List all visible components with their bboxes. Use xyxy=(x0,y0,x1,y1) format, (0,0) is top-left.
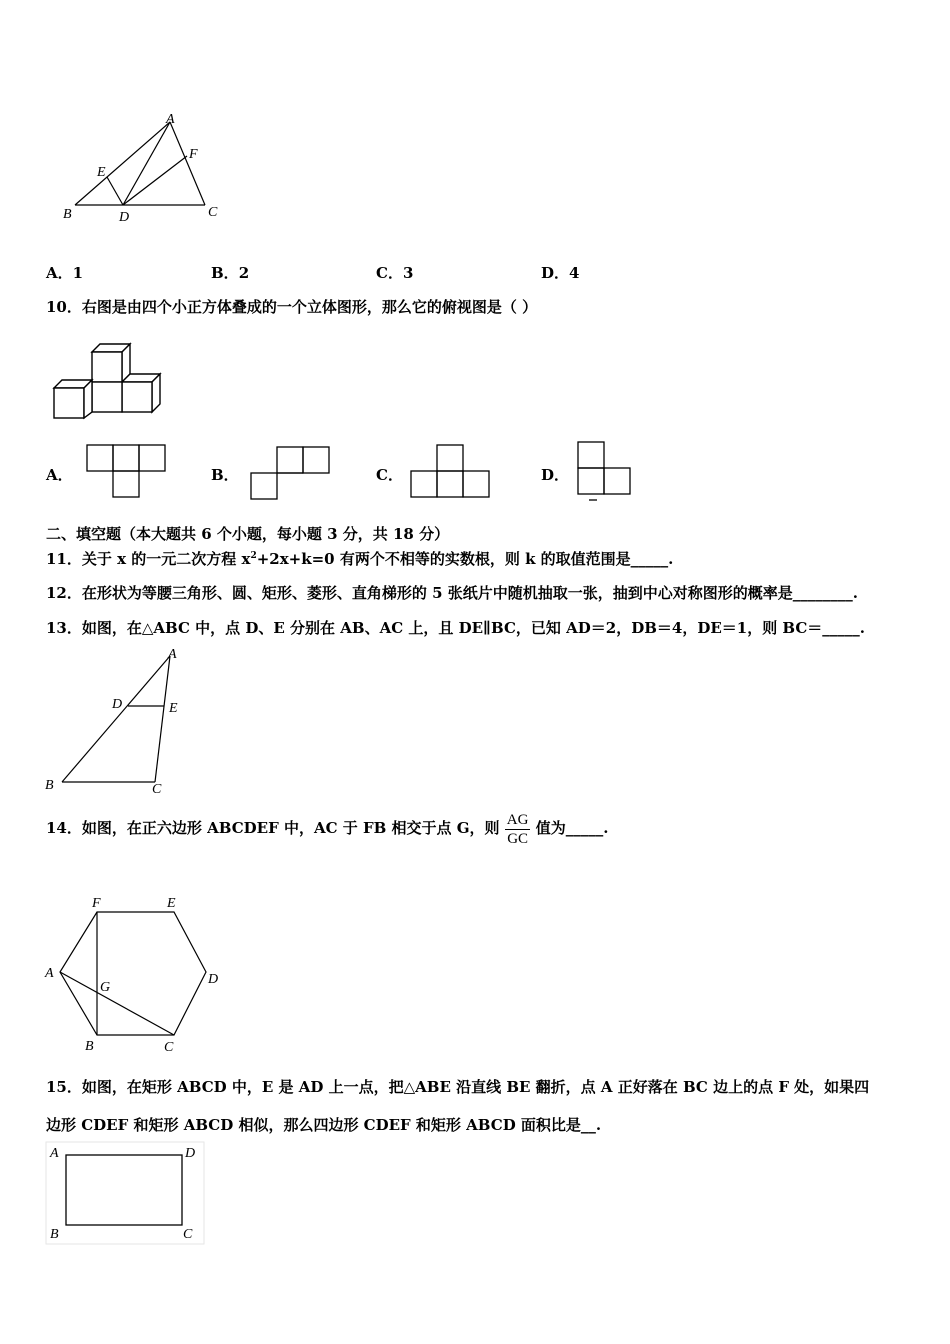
q15-question-line1: 15．如图，在矩形 ABCD 中，E 是 AD 上一点，把△ABE 沿直线 BE 翻折，点 A 正好落在 BC 边上的点 F 处，如果四 xyxy=(46,1078,870,1096)
q10-option-a[interactable]: A． xyxy=(46,466,73,484)
q9-option-d-text: 4 xyxy=(569,264,580,282)
q15-label-B: B xyxy=(50,1227,59,1242)
q13-label-D: D xyxy=(112,697,123,712)
q15-label-D: D xyxy=(185,1146,196,1161)
q11-superscript: 2 xyxy=(250,551,257,561)
q15-label-C: C xyxy=(183,1227,193,1242)
q12-question: 12．在形状为等腰三角形、圆、矩形、菱形、直角梯形的 5 张纸片中随机抽取一张，抽到中心对称图形的概率是________. xyxy=(46,584,858,602)
q9-label-C: C xyxy=(208,205,218,220)
q9-option-d[interactable] xyxy=(541,262,579,283)
q14-label-E: E xyxy=(167,896,176,911)
q13-question: 13．如图，在△ABC 中，点 D、E 分别在 AB、AC 上，且 DE∥BC，已知 AD＝2，DB＝4，DE＝1，则 BC＝_____. xyxy=(46,619,866,637)
q15-label-A: A xyxy=(50,1146,59,1161)
q9-option-b[interactable] xyxy=(211,262,249,283)
q14-question xyxy=(46,808,608,848)
q15-question-line2: 边形 CDEF 和矩形 ABCD 相似，那么四边形 CDEF 和矩形 ABCD 面积比是__. xyxy=(46,1116,602,1134)
q11-suffix: +2x+k=0 有两个不相等的实数根，则 k 的取值范围是_____. xyxy=(256,550,674,568)
q10-cubes-figure xyxy=(50,338,170,424)
q10-option-a-figure[interactable] xyxy=(85,443,169,499)
q14-label-G: G xyxy=(100,980,111,995)
q9-triangle-figure xyxy=(55,110,235,230)
q14-hexagon-figure xyxy=(40,890,230,1060)
q9-label-F: F xyxy=(189,147,198,162)
q9-option-a-key: A． xyxy=(46,264,73,282)
q10-option-b[interactable]: B． xyxy=(211,466,239,484)
q11-prefix: 11．关于 x 的一元二次方程 x xyxy=(46,550,251,568)
q10-option-c[interactable]: C． xyxy=(376,466,403,484)
q13-label-C: C xyxy=(152,782,162,797)
q9-label-E: E xyxy=(97,165,106,180)
q9-option-c[interactable] xyxy=(376,262,413,283)
q13-triangle-figure xyxy=(40,642,200,802)
q14-label-C: C xyxy=(164,1040,174,1055)
q14-prefix: 14．如图，在正六边形 ABCDEF 中，AC 于 FB 相交于点 G，则 xyxy=(46,819,500,837)
q13-label-B: B xyxy=(45,778,54,793)
q10-option-b-figure[interactable] xyxy=(249,445,333,501)
q9-label-D: D xyxy=(119,210,130,225)
q9-option-b-key: B． xyxy=(211,264,239,282)
q13-label-A: A xyxy=(168,647,177,662)
q9-label-A: A xyxy=(166,112,175,127)
q10-option-c-figure[interactable] xyxy=(408,443,494,501)
q13-label-E: E xyxy=(169,701,178,716)
q11-question xyxy=(46,548,673,569)
q10-option-d[interactable]: D． xyxy=(541,466,570,484)
q14-label-F: F xyxy=(92,896,101,911)
q15-rectangle-figure xyxy=(44,1140,206,1246)
q9-label-B: B xyxy=(63,207,72,222)
section2-title: 二、填空题（本大题共 6 个小题，每小题 3 分，共 18 分） xyxy=(46,525,450,543)
q14-label-A: A xyxy=(45,966,54,981)
q9-option-a-text: 1 xyxy=(72,264,84,282)
q14-suffix: 值为_____. xyxy=(535,819,609,837)
q14-fraction-numerator: AG xyxy=(506,811,529,828)
q9-option-c-text: 3 xyxy=(402,264,414,282)
q14-label-D: D xyxy=(208,972,219,987)
q9-option-d-key: D． xyxy=(541,264,570,282)
q9-option-b-text: 2 xyxy=(238,264,250,282)
q9-option-a[interactable] xyxy=(46,262,83,283)
q14-label-B: B xyxy=(85,1039,94,1054)
q10-option-d-figure[interactable] xyxy=(575,440,637,504)
q14-fraction-denominator: GC xyxy=(507,830,529,847)
q9-option-c-key: C． xyxy=(376,264,403,282)
q10-question-text: 10．右图是由四个小正方体叠成的一个立体图形，那么它的俯视图是（ ） xyxy=(46,298,538,316)
q14-fraction xyxy=(505,811,531,848)
